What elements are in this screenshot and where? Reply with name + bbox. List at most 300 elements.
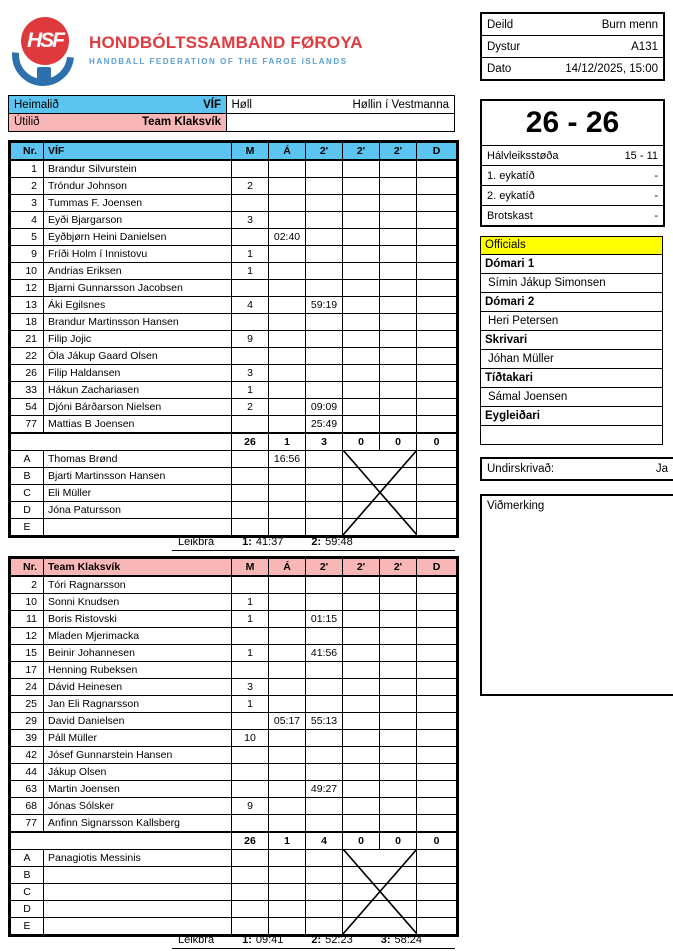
m-cell: 2 (232, 399, 269, 416)
player-row (11, 747, 457, 764)
nr-cell: 1 (11, 160, 44, 178)
name-cell: Bjarti Martinsson Hansen (44, 468, 232, 485)
nr-cell: 25 (11, 696, 44, 713)
nr-cell: 5 (11, 229, 44, 246)
hall-name: Høllin í Vestmanna (352, 98, 449, 111)
d-cell (417, 594, 457, 611)
p3-cell (380, 229, 417, 246)
shootout-value: - (654, 209, 658, 222)
d-cell (417, 229, 457, 246)
d-cell (417, 901, 457, 918)
p1-cell (306, 160, 343, 178)
p3-cell (380, 314, 417, 331)
p2-cell (343, 594, 380, 611)
nr-cell: 12 (11, 280, 44, 297)
referee2-role: Dómari 2 (481, 292, 662, 311)
p1-cell (306, 764, 343, 781)
name-cell: Jóna Patursson (44, 502, 232, 519)
name-cell: Anfinn Signarsson Kallsberg (44, 815, 232, 833)
d-cell (417, 730, 457, 747)
a-cell: 16:56 (269, 451, 306, 468)
secretary-role: Skrivari (481, 330, 662, 349)
d-cell (417, 195, 457, 212)
player-row (11, 645, 457, 662)
a-cell (269, 730, 306, 747)
a-cell (269, 502, 306, 519)
p3-cell (380, 730, 417, 747)
leikbra-entry-number: 2: (311, 536, 322, 548)
logo-stand-shape (37, 67, 51, 80)
p2-cell (343, 645, 380, 662)
m-cell (232, 195, 269, 212)
observer-name (481, 425, 662, 444)
name-cell (44, 519, 232, 536)
a-cell (269, 747, 306, 764)
home-team-name: VÍF (203, 98, 221, 111)
final-score: 26 - 26 (525, 106, 620, 139)
totals-spacer (11, 433, 232, 451)
home-label: Heimalið (14, 98, 59, 111)
p3-cell (380, 764, 417, 781)
nr-cell: 10 (11, 263, 44, 280)
m-cell (232, 764, 269, 781)
away-leikbra-line (8, 934, 455, 949)
p1-cell (306, 918, 343, 935)
a-cell (269, 884, 306, 901)
deild-value: Burn menn (601, 18, 658, 31)
a-cell (269, 485, 306, 502)
a-cell (269, 645, 306, 662)
nr-cell: 33 (11, 382, 44, 399)
d-cell (417, 850, 457, 867)
a-cell (269, 662, 306, 679)
name-cell: Jósef Gunnarstein Hansen (44, 747, 232, 764)
m-cell (232, 502, 269, 519)
player-row (11, 416, 457, 434)
p2-cell (343, 365, 380, 382)
p2-cell (343, 280, 380, 297)
name-cell: Brandur Martinsson Hansen (44, 314, 232, 331)
name-cell: Tummas F. Joensen (44, 195, 232, 212)
total-a: 1 (269, 433, 306, 451)
d-cell (417, 576, 457, 594)
m-cell (232, 576, 269, 594)
name-cell: Beinir Johannesen (44, 645, 232, 662)
p1-cell (306, 314, 343, 331)
name-cell: Andrias Eriksen (44, 263, 232, 280)
leikbra-label: Leikbrá (178, 934, 215, 946)
nr-cell: 21 (11, 331, 44, 348)
p2-cell (343, 747, 380, 764)
p1-cell (306, 867, 343, 884)
d-cell (417, 399, 457, 416)
m-cell (232, 160, 269, 178)
d-cell (417, 611, 457, 628)
player-row (11, 611, 457, 628)
m-cell (232, 901, 269, 918)
name-cell: Páll Müller (44, 730, 232, 747)
observer-role: Eygleiðari (481, 406, 662, 425)
timekeeper-name: Sámal Joensen (481, 387, 662, 406)
away-team-name: Team Klaksvík (141, 116, 221, 128)
player-row (11, 382, 457, 399)
nr-cell: 11 (11, 611, 44, 628)
p1-cell (306, 212, 343, 229)
crossed-cell (343, 850, 417, 867)
signed-label: Undirskrivað: (487, 463, 555, 475)
name-cell: Eyðbjørn Heini Danielsen (44, 229, 232, 246)
m-cell (232, 850, 269, 867)
p3-cell (380, 263, 417, 280)
p1-cell (306, 884, 343, 901)
totals-row (11, 433, 457, 451)
d-cell (417, 747, 457, 764)
d-cell (417, 798, 457, 815)
name-cell: Eyði Bjargarson (44, 212, 232, 229)
p1-cell (306, 468, 343, 485)
officials-title: Officials (481, 237, 662, 254)
p2-cell (343, 246, 380, 263)
m-cell (232, 662, 269, 679)
p3-cell (380, 662, 417, 679)
staff-row (11, 519, 457, 536)
player-row (11, 815, 457, 833)
leikbra-entry (311, 934, 352, 946)
empty-cell (226, 113, 456, 132)
leikbra-entry-number: 2: (311, 934, 322, 946)
name-cell: Boris Ristovski (44, 611, 232, 628)
staff-row (11, 901, 457, 918)
name-cell: Henning Rubeksen (44, 662, 232, 679)
letter-cell: E (11, 918, 44, 935)
player-row (11, 798, 457, 815)
p1-cell (306, 662, 343, 679)
col-a: Á (269, 143, 306, 161)
halftime-label: Hálvleiksstøða (487, 149, 559, 162)
p3-cell (380, 798, 417, 815)
staff-row (11, 502, 457, 519)
p1-cell: 09:09 (306, 399, 343, 416)
overtime2-label: 2. eykatíð (487, 189, 535, 202)
p1-cell (306, 451, 343, 468)
total-p3: 0 (380, 832, 417, 850)
p3-cell (380, 576, 417, 594)
away-label: Útilið (14, 116, 40, 128)
total-a: 1 (269, 832, 306, 850)
p3-cell (380, 416, 417, 434)
home-team-cell (8, 95, 227, 114)
p1-cell (306, 696, 343, 713)
col-m: M (232, 143, 269, 161)
p2-cell (343, 195, 380, 212)
a-cell (269, 576, 306, 594)
m-cell (232, 229, 269, 246)
total-p1: 4 (306, 832, 343, 850)
d-cell (417, 679, 457, 696)
logo-acronym: HSF (27, 29, 63, 52)
totals-spacer (11, 832, 232, 850)
p2-cell (343, 696, 380, 713)
d-cell (417, 160, 457, 178)
m-cell (232, 713, 269, 730)
name-cell: Tóri Ragnarsson (44, 576, 232, 594)
p2-cell (343, 781, 380, 798)
match-info-row (482, 57, 663, 79)
p1-cell (306, 485, 343, 502)
nr-cell: 26 (11, 365, 44, 382)
p2-cell (343, 229, 380, 246)
nr-cell: 13 (11, 297, 44, 314)
p1-cell (306, 382, 343, 399)
crossed-cell (343, 901, 417, 918)
d-cell (417, 918, 457, 935)
m-cell (232, 628, 269, 645)
federation-title-block (89, 33, 363, 66)
d-cell (417, 645, 457, 662)
staff-row (11, 485, 457, 502)
p3-cell (380, 594, 417, 611)
a-cell: 05:17 (269, 713, 306, 730)
col-2min-1: 2' (306, 559, 343, 577)
name-cell: Jan Eli Ragnarsson (44, 696, 232, 713)
leikbra-entry (242, 536, 283, 548)
player-row (11, 576, 457, 594)
p3-cell (380, 178, 417, 195)
away-roster-table (8, 556, 459, 937)
d-cell (417, 713, 457, 730)
dato-label: Dato (487, 62, 512, 75)
a-cell (269, 594, 306, 611)
away-team-row (8, 113, 455, 132)
p1-cell (306, 747, 343, 764)
p1-cell (306, 365, 343, 382)
d-cell (417, 297, 457, 314)
p2-cell (343, 628, 380, 645)
name-cell: Jónas Sólsker (44, 798, 232, 815)
a-cell (269, 764, 306, 781)
m-cell: 1 (232, 246, 269, 263)
a-cell (269, 781, 306, 798)
overtime1-value: - (654, 169, 658, 182)
leikbra-entry-time: 09:41 (255, 934, 284, 946)
d-cell (417, 331, 457, 348)
d-cell (417, 628, 457, 645)
p2-cell (343, 314, 380, 331)
letter-cell: C (11, 884, 44, 901)
m-cell: 1 (232, 696, 269, 713)
overtime2-value: - (654, 189, 658, 202)
signed-panel (480, 457, 673, 481)
total-p2: 0 (343, 832, 380, 850)
player-row (11, 713, 457, 730)
p1-cell (306, 348, 343, 365)
p1-cell (306, 594, 343, 611)
letter-cell: A (11, 850, 44, 867)
federation-header (12, 16, 363, 82)
a-cell (269, 901, 306, 918)
federation-subtitle: HANDBALL FEDERATION OF THE FAROE ISLANDS (89, 56, 348, 66)
d-cell (417, 815, 457, 833)
player-row (11, 212, 457, 229)
timekeeper-role: Tíðtakari (481, 368, 662, 387)
p1-cell (306, 628, 343, 645)
nr-cell: 29 (11, 713, 44, 730)
p2-cell (343, 178, 380, 195)
name-cell: Filip Jojic (44, 331, 232, 348)
name-cell: Sonni Knudsen (44, 594, 232, 611)
crossed-cell (343, 519, 417, 536)
deild-label: Deild (487, 18, 514, 31)
a-cell (269, 195, 306, 212)
leikbra-entry-time: 59:48 (325, 536, 353, 548)
nr-cell: 4 (11, 212, 44, 229)
totals-row (11, 832, 457, 850)
m-cell (232, 416, 269, 434)
d-cell (417, 348, 457, 365)
letter-cell: B (11, 468, 44, 485)
letter-cell: C (11, 485, 44, 502)
name-cell: Filip Haldansen (44, 365, 232, 382)
m-cell: 1 (232, 382, 269, 399)
m-cell (232, 747, 269, 764)
referee1-name: Símin Jákup Simonsen (481, 273, 662, 292)
p1-cell (306, 331, 343, 348)
d-cell (417, 365, 457, 382)
a-cell (269, 416, 306, 434)
p1-cell (306, 195, 343, 212)
player-row (11, 594, 457, 611)
p1-cell (306, 280, 343, 297)
player-row (11, 246, 457, 263)
name-cell: Martin Joensen (44, 781, 232, 798)
col-nr: Nr. (11, 143, 44, 161)
a-cell (269, 399, 306, 416)
staff-row (11, 468, 457, 485)
m-cell (232, 918, 269, 935)
d-cell (417, 696, 457, 713)
d-cell (417, 382, 457, 399)
leikbra-entry-time: 58:24 (394, 934, 423, 946)
col-m: M (232, 559, 269, 577)
overtime1-row (482, 165, 663, 185)
m-cell (232, 485, 269, 502)
nr-cell: 17 (11, 662, 44, 679)
total-p1: 3 (306, 433, 343, 451)
p3-cell (380, 611, 417, 628)
player-row (11, 764, 457, 781)
dato-value: 14/12/2025, 15:00 (565, 62, 658, 75)
d-cell (417, 178, 457, 195)
p2-cell (343, 348, 380, 365)
halftime-value: 15 - 11 (624, 149, 658, 162)
d-cell (417, 263, 457, 280)
a-cell (269, 918, 306, 935)
p3-cell (380, 348, 417, 365)
p3-cell (380, 246, 417, 263)
player-row (11, 679, 457, 696)
m-cell: 9 (232, 331, 269, 348)
col-d: D (417, 143, 457, 161)
secretary-name: Jóhan Müller (481, 349, 662, 368)
home-roster-table (8, 140, 459, 538)
nr-cell: 68 (11, 798, 44, 815)
player-row (11, 314, 457, 331)
d-cell (417, 884, 457, 901)
letter-cell: B (11, 867, 44, 884)
nr-cell: 9 (11, 246, 44, 263)
m-cell (232, 280, 269, 297)
a-cell (269, 212, 306, 229)
name-cell: David Danielsen (44, 713, 232, 730)
d-cell (417, 468, 457, 485)
player-row (11, 662, 457, 679)
hall-label: Høll (231, 98, 252, 111)
col-2min-1: 2' (306, 143, 343, 161)
overtime2-row (482, 185, 663, 205)
p3-cell (380, 679, 417, 696)
a-cell (269, 263, 306, 280)
p1-cell (306, 178, 343, 195)
p1-cell: 55:13 (306, 713, 343, 730)
a-cell (269, 178, 306, 195)
player-row (11, 696, 457, 713)
score-panel (480, 99, 665, 227)
p3-cell (380, 160, 417, 178)
a-cell (269, 331, 306, 348)
total-d: 0 (417, 832, 457, 850)
dystur-label: Dystur (487, 40, 521, 53)
m-cell: 1 (232, 594, 269, 611)
p1-cell (306, 901, 343, 918)
leikbra-entry-number: 3: (380, 934, 391, 946)
staff-row (11, 850, 457, 867)
p1-cell (306, 679, 343, 696)
crossed-cell (343, 485, 417, 502)
teams-panel (8, 95, 455, 132)
name-cell: Óla Jákup Gaard Olsen (44, 348, 232, 365)
p1-cell (306, 246, 343, 263)
logo-ball-shape (21, 17, 69, 65)
name-cell: Eli Müller (44, 485, 232, 502)
player-row (11, 331, 457, 348)
p2-cell (343, 611, 380, 628)
p1-cell (306, 850, 343, 867)
nr-cell: 2 (11, 178, 44, 195)
m-cell (232, 867, 269, 884)
p3-cell (380, 628, 417, 645)
leikbra-entry (381, 934, 422, 946)
name-cell: Dávid Heinesen (44, 679, 232, 696)
m-cell (232, 519, 269, 536)
home-table-header (11, 143, 457, 161)
p3-cell (380, 399, 417, 416)
name-cell: Mladen Mjerimacka (44, 628, 232, 645)
name-cell (44, 884, 232, 901)
p1-cell (306, 576, 343, 594)
m-cell (232, 884, 269, 901)
p2-cell (343, 764, 380, 781)
d-cell (417, 212, 457, 229)
nr-cell: 2 (11, 576, 44, 594)
p3-cell (380, 331, 417, 348)
m-cell: 3 (232, 365, 269, 382)
crossed-cell (343, 468, 417, 485)
p3-cell (380, 382, 417, 399)
leikbra-entry-number: 1: (242, 934, 252, 946)
leikbra-label: Leikbrá (178, 536, 215, 548)
m-cell (232, 815, 269, 833)
p1-cell: 49:27 (306, 781, 343, 798)
